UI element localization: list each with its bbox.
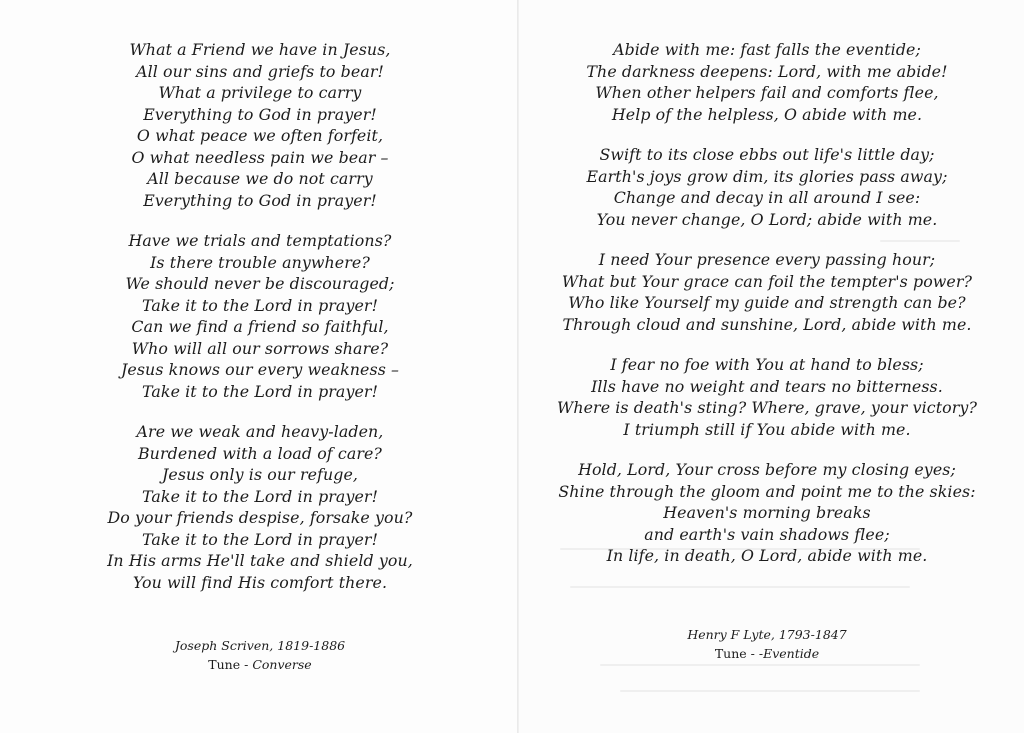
verse-line: Is there trouble anywhere? xyxy=(150,252,370,272)
verse-line: Heaven's morning breaks xyxy=(663,503,871,522)
hymn-abide-with-me xyxy=(540,39,994,567)
verse-line: Can we find a friend so faithful, xyxy=(131,317,389,336)
verse-line: All our sins and griefs to bear! xyxy=(136,61,384,81)
stanza xyxy=(40,421,480,593)
verse-line: Take it to the Lord in prayer! xyxy=(141,295,379,315)
verse-line: You will find His comfort there. xyxy=(132,572,388,592)
verse-line: Hold, Lord, Your cross before my closing eyes; xyxy=(578,460,956,479)
verse-line: Abide with me: fast falls the eventide; xyxy=(613,40,921,59)
verse-line: Where is death's sting? Where, grave, your victory? xyxy=(556,398,978,417)
tune-name: Converse xyxy=(252,657,312,672)
verse-line: Through cloud and sunshine, Lord, abide with me. xyxy=(562,314,972,334)
verse-line: Burdened with a load of care? xyxy=(137,443,383,463)
verse-line: Earth's joys grow dim, its glories pass away; xyxy=(586,166,948,186)
verse-line: Jesus only is our refuge, xyxy=(161,465,359,484)
verse-line: I fear no foe with You at hand to bless; xyxy=(610,355,924,374)
tune-label: Tune - xyxy=(208,657,253,672)
verse-line: Ills have no weight and tears no bitterness. xyxy=(591,376,943,396)
verse-line: Take it to the Lord in prayer! xyxy=(141,381,379,401)
tune-label: Tune - - xyxy=(714,646,764,661)
verse-line: Take it to the Lord in prayer! xyxy=(141,486,379,506)
stanza xyxy=(540,459,994,567)
stanza xyxy=(540,354,994,440)
page-fold xyxy=(517,0,519,733)
stanza xyxy=(40,39,480,211)
verse-line: Are we weak and heavy-laden, xyxy=(136,422,384,441)
show-through-mark xyxy=(570,586,910,588)
verse-line: What a Friend we have in Jesus, xyxy=(129,40,391,59)
hymn-credit xyxy=(540,625,994,663)
hymn-what-a-friend xyxy=(40,39,480,593)
verse-line: Take it to the Lord in prayer! xyxy=(141,529,379,549)
verse-line: Have we trials and temptations? xyxy=(128,231,392,250)
tune-credit xyxy=(540,644,994,663)
verse-line: O what needless pain we bear – xyxy=(131,147,389,167)
verse-line: Everything to God in prayer! xyxy=(143,190,377,210)
verse-line: Jesus knows our every weakness – xyxy=(120,360,400,379)
verse-line: The darkness deepens: Lord, with me abide! xyxy=(586,61,948,81)
verse-line: In life, in death, O Lord, abide with me. xyxy=(606,546,928,565)
author-credit: Henry F Lyte, 1793-1847 xyxy=(687,627,847,642)
verse-line: Shine through the gloom and point me to the skies: xyxy=(558,481,976,501)
show-through-mark xyxy=(600,664,920,666)
stanza xyxy=(40,230,480,402)
verse-line: In His arms He'll take and shield you, xyxy=(107,551,413,570)
verse-line: and earth's vain shadows flee; xyxy=(644,524,890,544)
verse-line: Everything to God in prayer! xyxy=(143,104,377,124)
verse-line: All because we do not carry xyxy=(147,169,373,188)
verse-line: I triumph still if You abide with me. xyxy=(623,419,911,439)
tune-credit xyxy=(40,655,480,674)
author-credit: Joseph Scriven, 1819-1886 xyxy=(174,638,346,653)
verse-line: What a privilege to carry xyxy=(158,83,362,102)
verse-line: We should never be discouraged; xyxy=(125,274,395,293)
verse-line: O what peace we often forfeit, xyxy=(136,126,384,145)
verse-line: Do your friends despise, forsake you? xyxy=(107,508,413,527)
verse-line: I need Your presence every passing hour; xyxy=(598,250,936,269)
verse-line: Who will all our sorrows share? xyxy=(131,338,389,358)
stanza xyxy=(540,249,994,335)
verse-line: You never change, O Lord; abide with me. xyxy=(596,209,938,229)
verse-line: Help of the helpless, O abide with me. xyxy=(611,104,923,124)
verse-line: What but Your grace can foil the tempter's power? xyxy=(561,271,973,291)
verse-line: Change and decay in all around I see: xyxy=(613,188,921,207)
verse-line: Who like Yourself my guide and strength can be? xyxy=(568,293,966,312)
show-through-mark xyxy=(620,690,920,692)
verse-line: When other helpers fail and comforts flee, xyxy=(595,83,939,102)
verse-line: Swift to its close ebbs out life's little day; xyxy=(599,145,935,164)
hymn-credit xyxy=(40,636,480,674)
stanza xyxy=(540,144,994,230)
stanza xyxy=(540,39,994,125)
tune-name: Eventide xyxy=(763,646,820,661)
